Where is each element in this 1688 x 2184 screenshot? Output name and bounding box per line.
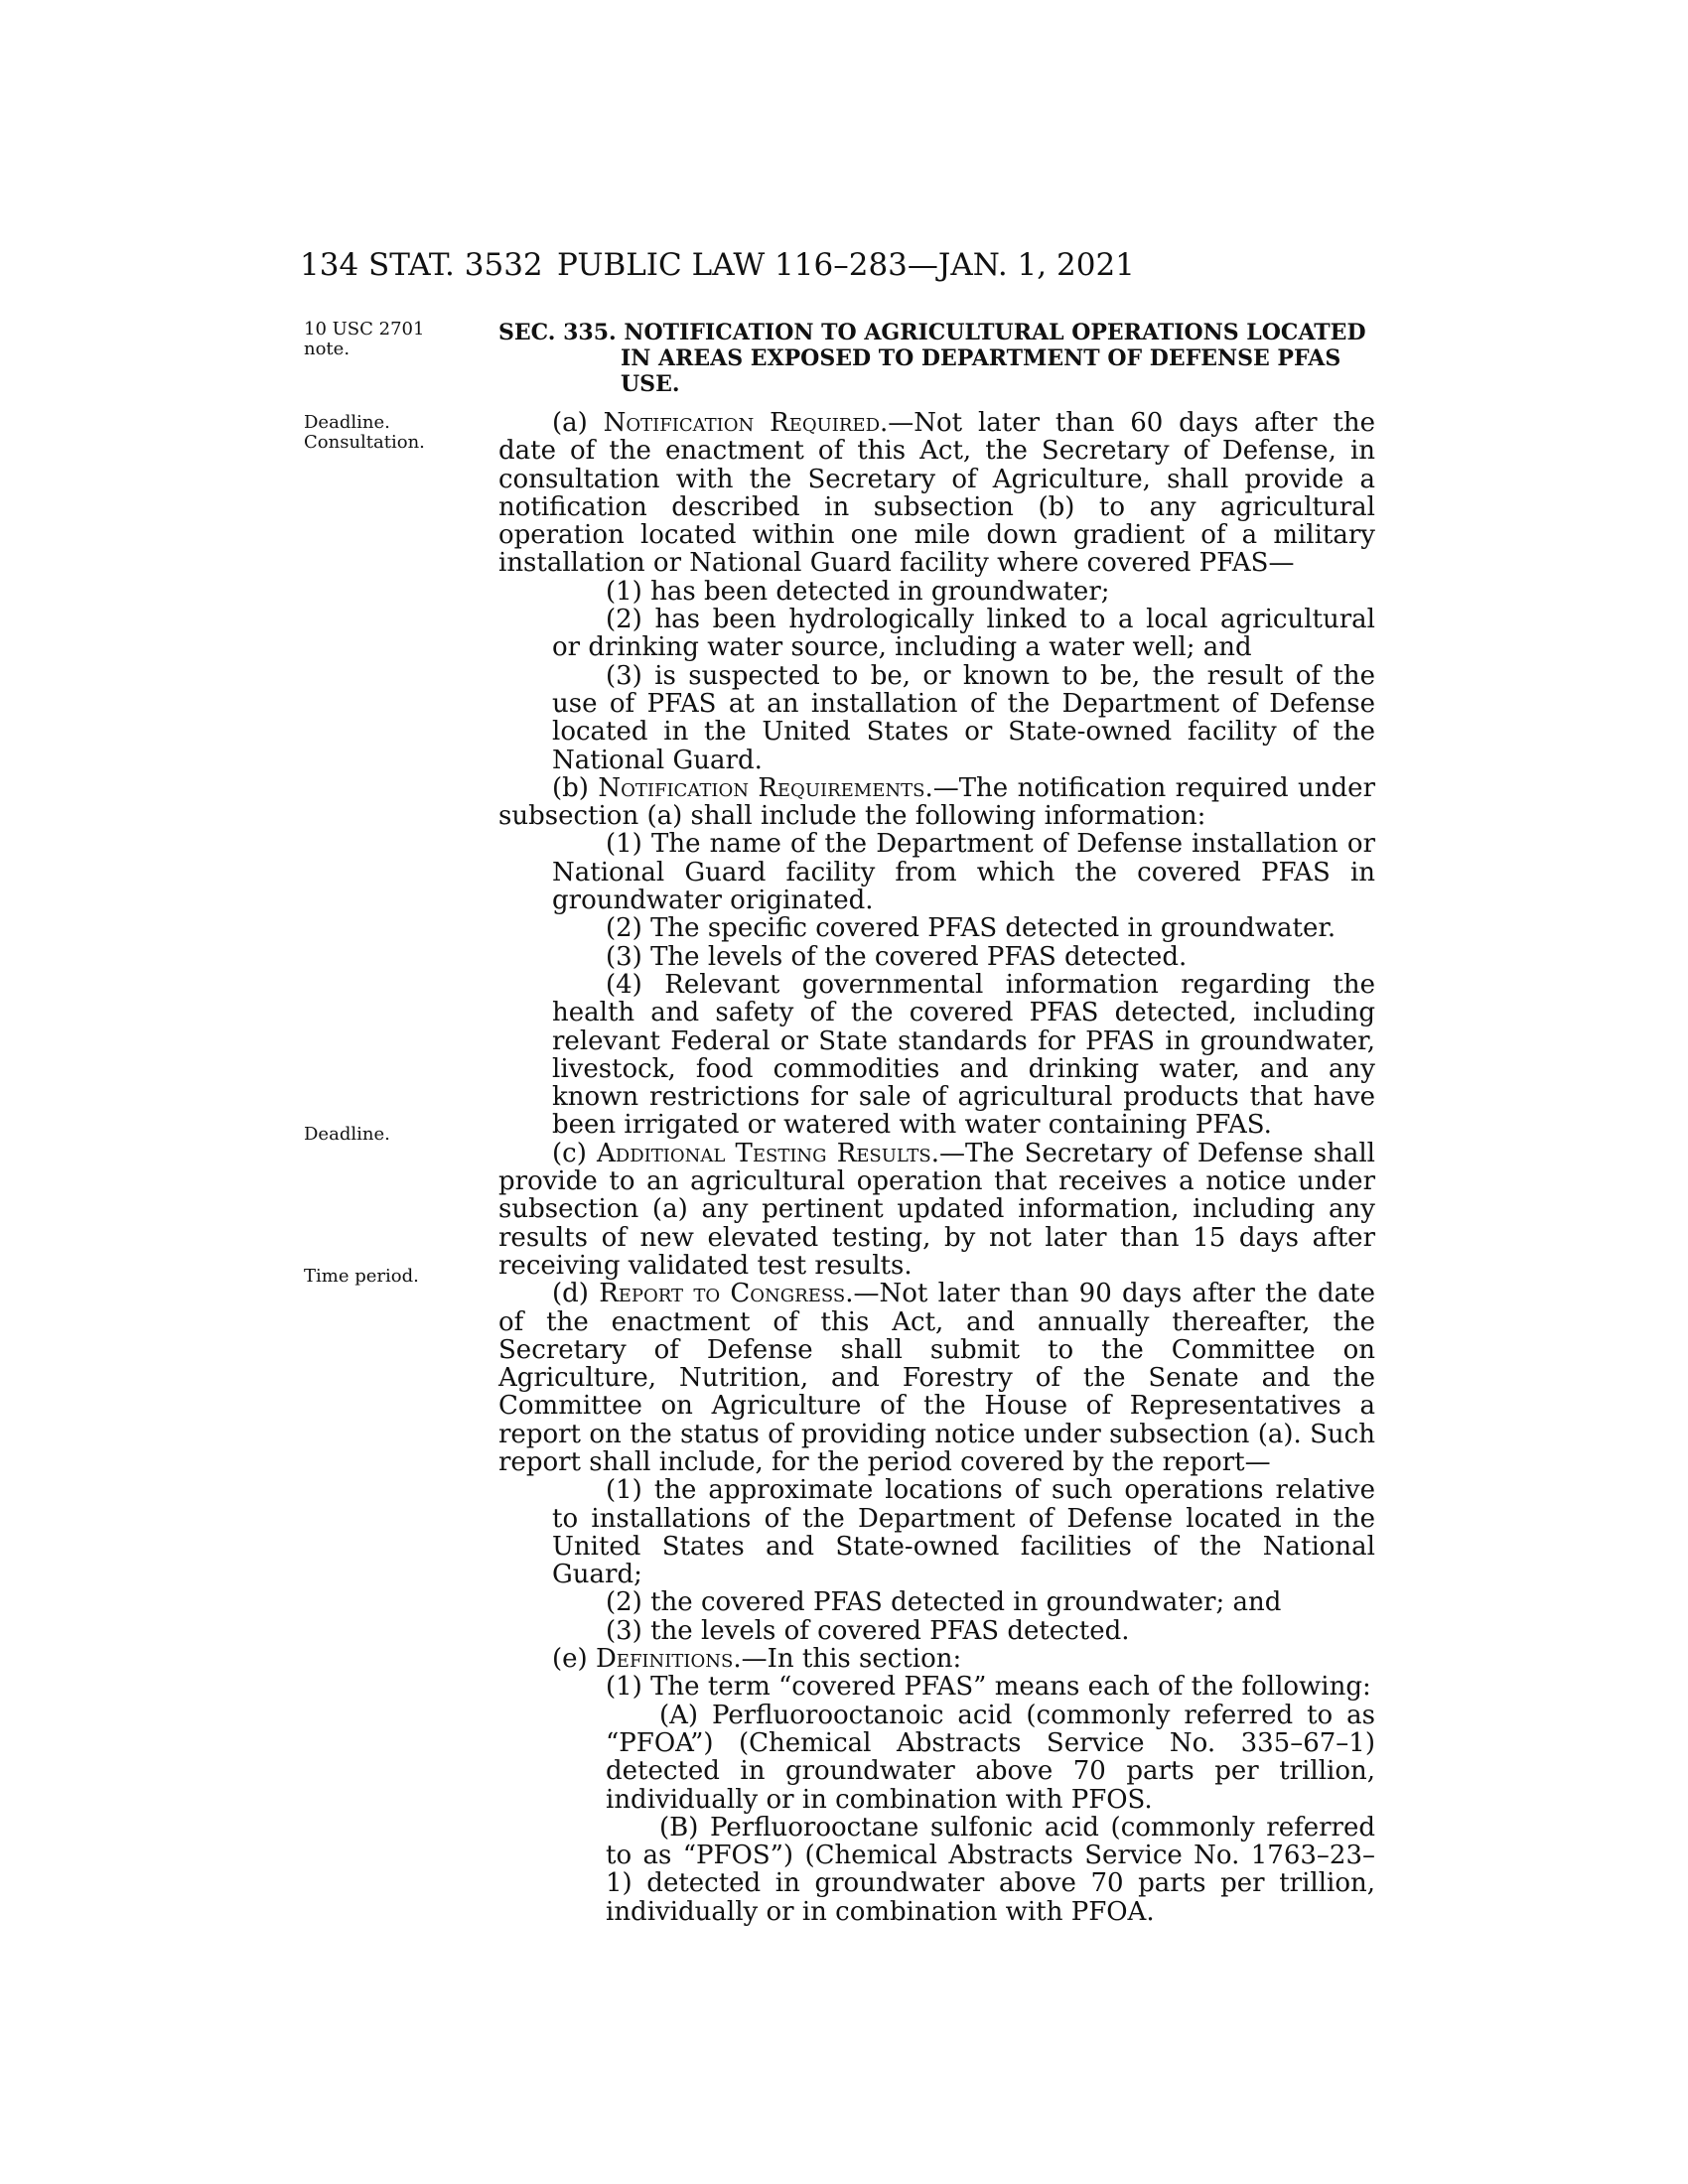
- subparagraph-e1-b: (B) Perfluorooctane sulfonic acid (commonly referred to as “PFOS”) (Chemical Abstracts Service No. 1763–23–1) detected in groundwater above 70 parts per trillion, individually or in combination with PFOA.: [606, 1812, 1375, 1927]
- subsection-b: [498, 774, 1375, 831]
- subsection-label: (b): [552, 772, 599, 803]
- subparagraph-e1-a: (A) Perfluorooctanoic acid (commonly referred to as “PFOA”) (Chemical Abstracts Service No. 335–67–1) detected in groundwater above 70 parts per trillion, individually or in combination with PFOS.: [606, 1700, 1375, 1815]
- paragraph-a1: (1) has been detected in groundwater;: [606, 576, 1110, 607]
- margin-note-citation: [304, 320, 463, 359]
- subsection-heading: Notification Required: [603, 408, 881, 438]
- section-heading: [498, 320, 1375, 397]
- paragraph-d2: (2) the covered PFAS detected in groundwater; and: [606, 1587, 1282, 1618]
- subsection-label: (d): [552, 1279, 600, 1309]
- paragraph-b4: (4) Relevant governmental information regarding the health and safety of the covered PFAS detected, including relevant Federal or State standards for PFAS in groundwater, livestock, food commodities and drinking water, and any known restrictions for sale of agricultural products that have been irrigated or watered with water containing PFAS.: [552, 969, 1375, 1141]
- section-title-text: NOTIFICATION TO AGRICULTURAL OPERATIONS LOCATED IN AREAS EXPOSED TO DEPARTMENT OF DEFENSE PFAS USE.: [621, 320, 1366, 397]
- section-title: [498, 320, 1375, 397]
- section-number: SEC. 335.: [498, 320, 617, 345]
- margin-note-time-period: Time period.: [304, 1266, 419, 1287]
- subsection-heading: Notification Requirements: [598, 772, 925, 803]
- subsection-heading: Additional Testing Results: [597, 1138, 931, 1168]
- paragraph-b3: (3) The levels of the covered PFAS detected.: [606, 941, 1188, 972]
- subsection-label: (e): [552, 1644, 596, 1675]
- paragraph-b2: (2) The specific covered PFAS detected in groundwater.: [606, 913, 1336, 944]
- subsection-d: [498, 1280, 1375, 1476]
- subsection-c: [498, 1140, 1375, 1280]
- citation-line-2: note.: [304, 339, 351, 359]
- margin-note-deadline: Deadline.: [304, 1124, 390, 1145]
- running-head: [300, 245, 1209, 285]
- page-reference: 134 STAT. 3532: [300, 247, 543, 283]
- margin-note-deadline-consultation: [304, 413, 463, 453]
- section-body: [498, 409, 1375, 1926]
- paragraph-e1: (1) The term “covered PFAS” means each of the following:: [606, 1672, 1371, 1703]
- subsection-heading: Report to Congress: [599, 1279, 846, 1309]
- paragraph-d1: (1) the approximate locations of such operations relative to installations of the Department of Defense located in the United States and State-owned facilities of the National Guard;: [552, 1475, 1375, 1590]
- subsection-heading: Definitions: [595, 1644, 734, 1675]
- margin-consultation: Consultation.: [304, 432, 425, 453]
- subsection-label: (a): [552, 408, 604, 438]
- paragraph-a2: (2) has been hydrologically linked to a local agricultural or drinking water source, including a water well; and: [552, 605, 1375, 663]
- law-title: PUBLIC LAW 116–283—JAN. 1, 2021: [557, 247, 1135, 283]
- subsection-a: [498, 409, 1375, 578]
- subsection-text: .—Not later than 60 days after the date of the enactment of this Act, the Secretary of Defense, in consultation with the Secretary of Agriculture, shall provide a notification described in subsection (b) to any agricultural operation located within one mile down gradient of a military installation or National Guard facility where covered PFAS—: [498, 408, 1375, 579]
- subsection-label: (c): [552, 1138, 598, 1168]
- margin-deadline: Deadline.: [304, 412, 390, 433]
- subsection-text: .—The Secretary of Defense shall provide to an agricultural operation that receives a notice under subsection (a) any pertinent updated information, including any results of new elevated testing, by not later than 15 days after receiving validated test results.: [498, 1138, 1375, 1281]
- subsection-e: [498, 1645, 1375, 1673]
- subsection-text: .—Not later than 90 days after the date of the enactment of this Act, and annually thereafter, the Secretary of Defense shall submit to the Committee on Agriculture, Nutrition, and Forestry of the Senate and the Committee on Agriculture of the House of Representatives a report on the status of providing notice under subsection (a). Such report shall include, for the period covered by the report—: [498, 1279, 1375, 1477]
- subsection-text: .—In this section:: [733, 1644, 962, 1675]
- paragraph-d3: (3) the levels of covered PFAS detected.: [606, 1615, 1130, 1646]
- paragraph-b1: (1) The name of the Department of Defense installation or National Guard facility from which the covered PFAS in groundwater originated.: [552, 829, 1375, 916]
- citation-line-1: 10 USC 2701: [304, 319, 425, 340]
- paragraph-a3: (3) is suspected to be, or known to be, the result of the use of PFAS at an installation of the Department of Defense located in the United States or State-owned facility of the National Guard.: [552, 660, 1375, 775]
- subsection-text: .—The notification required under subsection (a) shall include the following information:: [498, 772, 1375, 832]
